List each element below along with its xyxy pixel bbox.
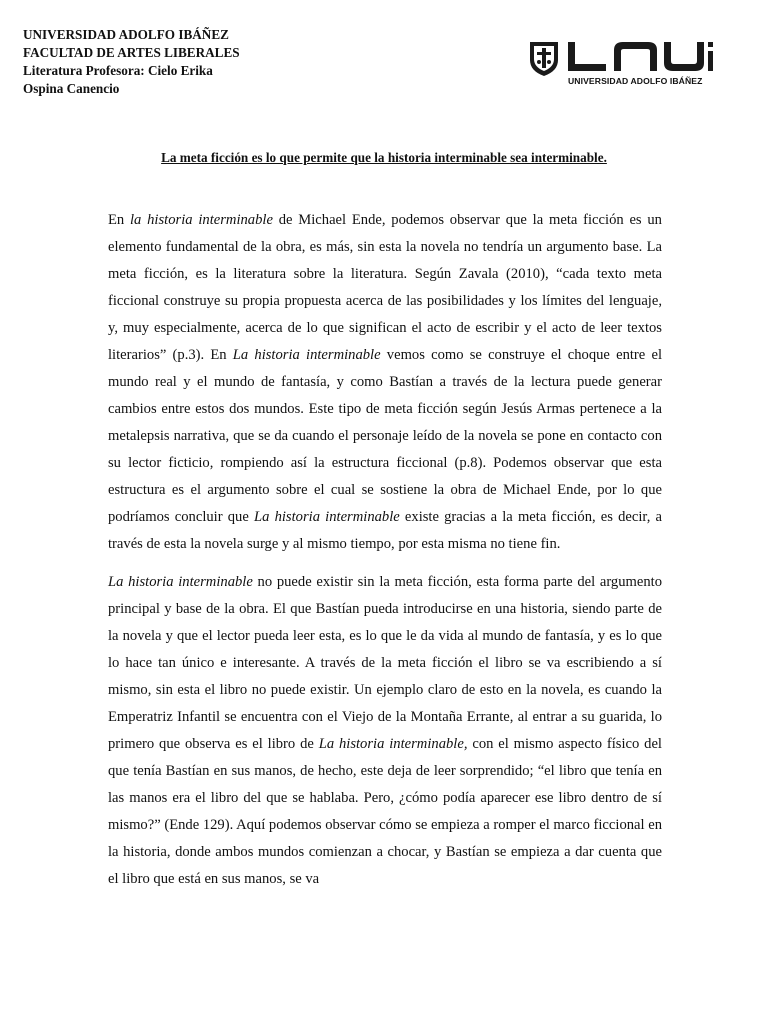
italic-title-segment: La historia interminable,	[318, 736, 468, 752]
italic-title-segment: la historia interminable	[130, 212, 273, 228]
body-paragraph	[108, 207, 662, 558]
text-segment: existe gracias a la meta ficción, es decir, a través de esta la novela surge y al mismo tiempo, por esta misma no tiene fin.	[108, 509, 663, 552]
text-segment: con el mismo aspecto físico del que tenía Bastían en sus manos, de hecho, este deja de leer sorprendido; “el libro que tenía en las manos era el libro del que se hablaba. Pero, ¿cómo podía aparecer ese libro dentro de sí mismo?” (Ende 129). Aquí podemos observar cómo se empieza a romper el marco ficcional en la historia, donde ambos mundos comienzan a chocar, y Bastían se empieza a dar cuenta que el libro que está en sus manos, se va	[108, 736, 662, 887]
logo-caption: UNIVERSIDAD ADOLFO IBÁÑEZ	[568, 76, 703, 86]
text-segment: de Michael Ende, podemos observar que la meta ficción es un elemento fundamental de la obra, es más, sin esta la novela no tendría un argumento base. La meta ficción, es la literatura sobre la literatura. Según Zavala (2010), “cada texto meta ficcional construye su propia propuesta acerca de las posibilidades y los límites del lenguaje, y, muy especialmente, acerca de lo que significan el acto de escribir y el acto de leer textos literarios” (p.3). En	[108, 212, 662, 363]
body-paragraph	[108, 569, 662, 893]
header-university: UNIVERSIDAD ADOLFO IBÁÑEZ	[23, 27, 229, 42]
university-logo	[528, 38, 714, 94]
italic-title-segment: La historia interminable	[108, 574, 253, 590]
italic-title-segment: La historia interminable	[232, 347, 381, 363]
text-segment: no puede existir sin la meta ficción, esta forma parte del argumento principal y base de la obra. El que Bastían pueda introducirse en una historia, siendo parte de la novela y que el lector pueda leer esta, es lo que le da vida al mundo de fantasía, y es lo que lo hace tan único e interesante. A través de la meta ficción el libro se va escribiendo a sí mismo, sin esta el libro no puede existir. Un ejemplo claro de esto en la novela, es cuando la Emperatriz Infantil se encuentra con el Viejo de la Montaña Errante, al entrar a su guarida, lo primero que observa es el libro de	[108, 574, 662, 752]
text-segment: En	[108, 212, 130, 228]
header-teacher-surname: Ospina Canencio	[23, 81, 120, 96]
header-faculty: FACULTAD DE ARTES LIBERALES	[23, 45, 240, 60]
text-segment: vemos como se construye el choque entre el mundo real y el mundo de fantasía, y como Bastían a través de la lectura puede generar cambios entre estos dos mundos. Este tipo de meta ficción según Jesús Armas pertenece a la metalepsis narrativa, que se da cuando el personaje leído de la novela se pone en contacto con su lector ficticio, rompiendo así la estructura ficcional (p.8). Podemos observar que esta estructura es el argumento sobre el cual se sostiene la obra de Michael Ende, por lo que podríamos concluir que	[108, 347, 662, 525]
document-body	[108, 207, 662, 904]
institution-header	[23, 26, 383, 98]
document-title: La meta ficción es lo que permite que la historia interminable sea interminable.	[161, 150, 607, 165]
italic-title-segment: La historia interminable	[254, 509, 400, 525]
header-course-teacher: Literatura Profesora: Cielo Erika	[23, 63, 213, 78]
